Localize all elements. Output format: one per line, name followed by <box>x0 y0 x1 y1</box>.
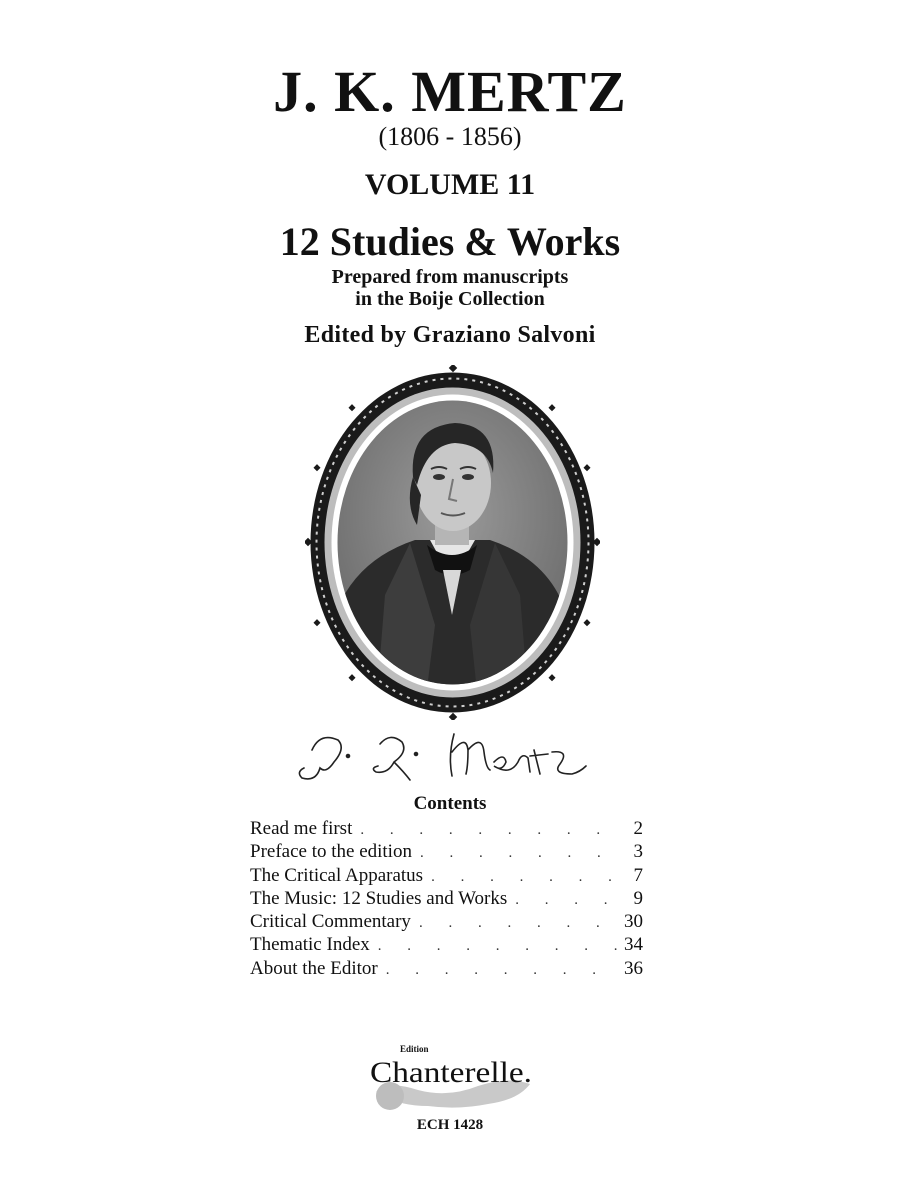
toc-entry-page: 36 <box>624 957 643 979</box>
toc-entry-page: 30 <box>624 911 643 933</box>
toc-entry-title: Critical Commentary <box>250 911 411 933</box>
toc-entry-title: Thematic Index <box>250 934 370 956</box>
composer-name: J. K. MERTZ <box>273 59 627 124</box>
composer-dates: (1806 - 1856) <box>378 122 522 151</box>
toc-entry-title: Preface to the edition <box>250 841 412 863</box>
toc-entry <box>250 958 643 981</box>
catalog-code: ECH 1428 <box>416 1117 484 1133</box>
toc-dot-leader <box>378 962 617 979</box>
editor-credit: Edited by Graziano Salvoni <box>304 322 596 348</box>
toc-entry <box>250 865 643 888</box>
toc-entry-title: Read me first <box>250 818 353 839</box>
toc-entry <box>250 888 643 911</box>
toc-dot-leader <box>411 915 617 932</box>
contents-heading: Contents <box>413 793 487 814</box>
toc-dot-leader <box>412 845 617 862</box>
toc-entry-page: 34 <box>624 934 643 956</box>
toc-entry-title: About the Editor <box>250 957 378 979</box>
publisher-name: Chanterelle. <box>370 1056 532 1089</box>
toc-dot-leader <box>370 938 617 955</box>
toc-dot-leader <box>423 869 617 886</box>
toc-dot-leader <box>352 822 617 839</box>
prepared-note-line2: in the Boije Collection <box>355 288 545 310</box>
table-of-contents <box>250 818 643 981</box>
toc-entry-page: 7 <box>633 864 643 886</box>
toc-entry <box>250 934 643 957</box>
composer-signature <box>290 722 610 790</box>
toc-entry-page: 3 <box>633 841 643 863</box>
prepared-note-line1: Prepared from manuscripts <box>331 266 569 288</box>
book-title: 12 Studies & Works <box>279 219 621 264</box>
composer-portrait <box>305 365 600 720</box>
toc-entry-title: The Music: 12 Studies and Works <box>250 887 508 909</box>
toc-entry-page: 9 <box>633 887 643 909</box>
toc-entry-page: 2 <box>633 818 643 839</box>
toc-entry <box>250 911 643 934</box>
toc-entry-title: The Critical Apparatus <box>250 864 424 886</box>
toc-dot-leader <box>507 892 617 909</box>
toc-entry <box>250 841 643 864</box>
publisher-edition-label: Edition <box>400 1044 429 1054</box>
toc-entry <box>250 818 643 841</box>
volume-number: VOLUME 11 <box>364 168 536 201</box>
publisher-logo <box>368 1040 538 1112</box>
